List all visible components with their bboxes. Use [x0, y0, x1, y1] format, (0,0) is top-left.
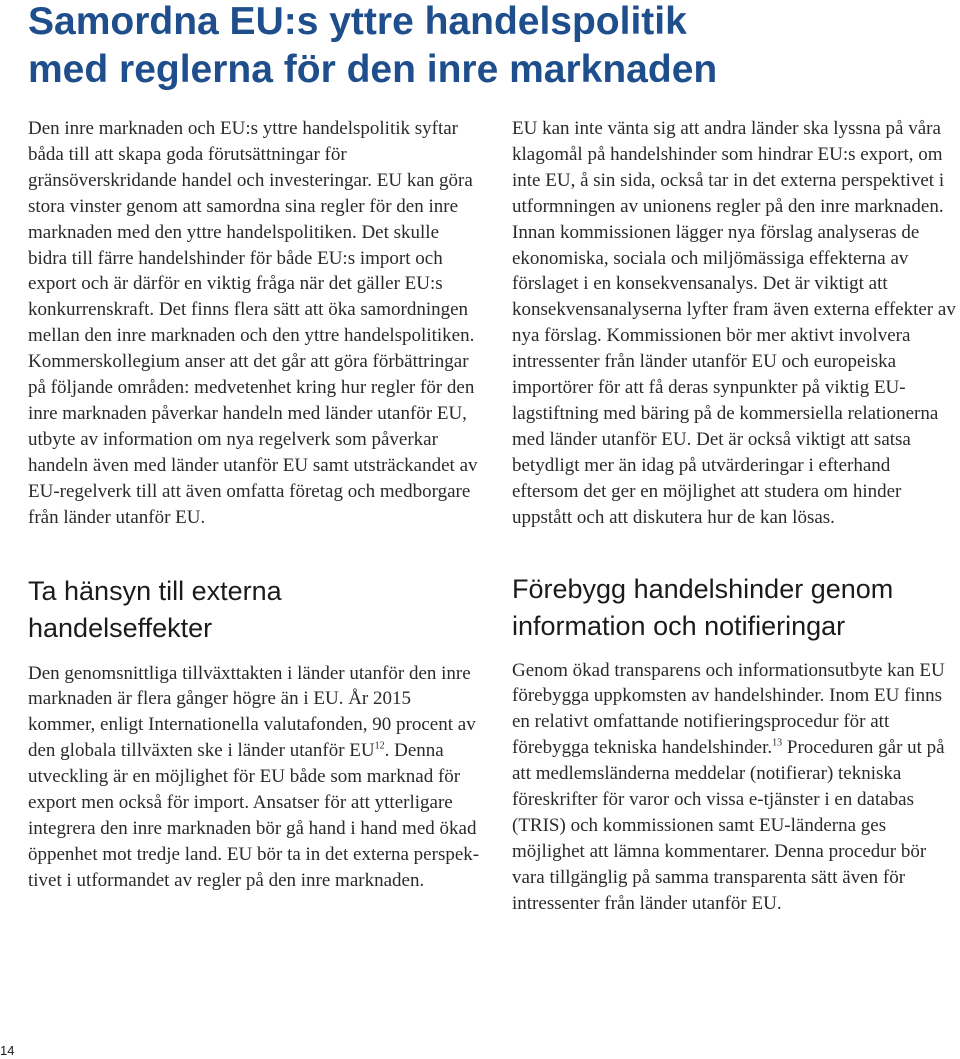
section-heading-prevent-barriers	[512, 571, 960, 645]
page-number: 14	[0, 1043, 15, 1058]
external-effects-paragraph	[28, 661, 480, 894]
right-column	[512, 116, 960, 917]
section-heading-line-2: information och notifieringar	[512, 610, 846, 641]
footnote-ref-12: 12	[374, 740, 385, 752]
section-heading-line-1: Ta hänsyn till externa	[28, 575, 282, 606]
left-column	[28, 116, 480, 894]
paragraph-text: Genom ökad transparens och informationsutbyte kan EU förebygga uppkomsten av handelshinder. Inom EU finns en relativt omfattande notifieringsprocedur för att förebygga tekniska handelshinder.	[512, 659, 945, 759]
right-column-paragraph: EU kan inte vänta sig att andra länder ska lyssna på våra klagomål på handelshinder som hindrar EU:s export, om inte EU, å sin sida, också tar in det externa perspektivet i utformningen av unionens regler på den inre marknaden. Innan kommissionen lägger nya förslag analyseras de ekonomiska, sociala och miljömässiga effekterna av förslaget i en konsekvensanalys. Det är viktigt att konsekvensanalyserna lyfter fram även externa effekter av nya förslag. Kommissionen bör mer aktivt involvera intressenter från länder utanför EU och europeiska importörer för att få deras synpunkter på viktig EU-lagstiftning med bäring på de kommersiella relationerna med länder utanför EU. Det är också viktigt att satsa betydligt mer än idag på utvärderingar i efterhand eftersom det ger en möjlighet att studera om hinder uppstått och att diskutera hur de kan lösas.	[512, 118, 956, 528]
paragraph-text: Den genomsnittliga tillväxttakten i länder utanför den inre marknaden är flera gånger högre än i EU. År 2015 kommer, enligt Internationella valutafonden, 90 procent av den globala tillväxten ske i länder utanför EU	[28, 662, 476, 762]
section-heading-external-effects	[28, 573, 480, 647]
intro-paragraph: Den inre marknaden och EU:s yttre handelspolitik syftar båda till att skapa goda förutsättningar för gränsöverskridande handel och investeringar. EU kan göra stora vinster genom att samordna sina regler för den inre marknaden med den yttre handelspolitiken. Det skulle bidra till färre handelshinder för både EU:s import och export och är därför en viktig fråga när det gäller EU:s konkurrenskraft. Det finns flera sätt att öka samordningen mellan den inre marknaden och den yttre handelspolitiken. Kommerskollegium anser att det går att göra förbättringar på följande områden: medvetenhet kring hur regler för den inre marknaden påverkar handeln med länder utanför EU, utbyte av information om nya regelverk som påverkar handeln även med länder utanför EU samt utsträckandet av EU-regelverk till att även omfatta företag och medborgare från länder utanför EU.	[28, 118, 478, 528]
footnote-ref-13: 13	[772, 737, 783, 749]
page-title-line-1: Samordna EU:s yttre handelspolitik	[28, 0, 687, 43]
paragraph-text: . Denna utveckling är en möjlighet för EU både som marknad för export men också för import. Ansatser för att ytterligare integrera den inre marknaden bör gå hand i hand med ökad öppenhet mot tredje land. EU bör ta in det externa perspektivet i utformandet av regler på den inre marknaden.	[28, 740, 480, 891]
page-title-line-2: med reglerna för den inre marknaden	[28, 48, 718, 91]
section-heading-line-1: Förebygg handelshinder genom	[512, 573, 894, 604]
paragraph-text: Proceduren går ut på att medlemsländerna meddelar (notifierar) tekniska föreskrifter för varor och vissa e-tjänster i en databas (TRIS) och kommissionen samt EU-länderna ges möjlighet att lämna kommentarer. Denna procedur bör vara tillgänglig på samma transparenta sätt även för intressenter från länder utanför EU.	[512, 737, 945, 914]
prevent-barriers-paragraph	[512, 658, 960, 917]
section-heading-line-2: handelseffekter	[28, 612, 213, 643]
page-title	[28, 0, 948, 94]
